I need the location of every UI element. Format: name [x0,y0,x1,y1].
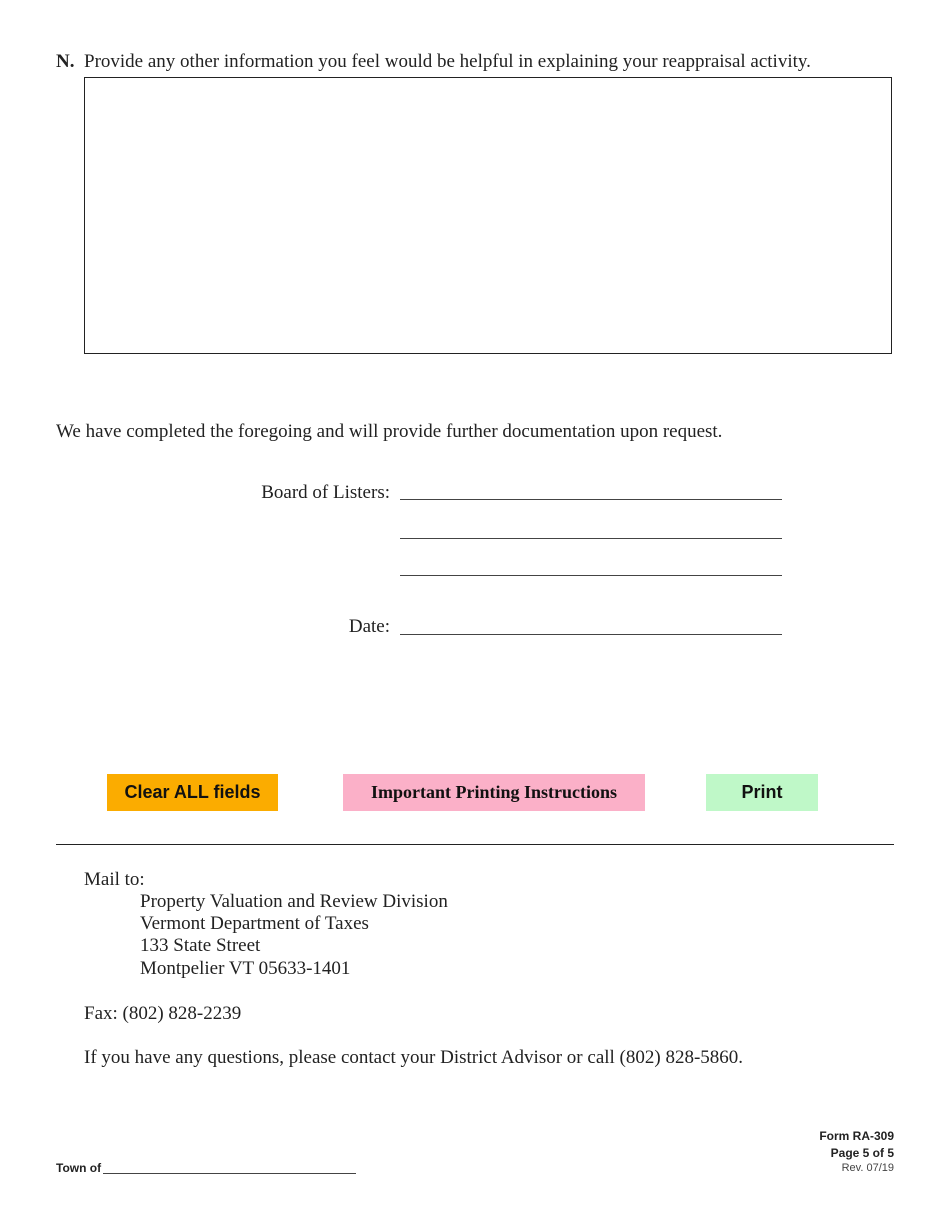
lister-signature-line-3[interactable] [400,575,782,576]
question-text: Provide any other information you feel would be helpful in explaining your reappraisal activity. [84,51,811,72]
town-field[interactable] [103,1173,356,1174]
question-label: N. [56,51,75,72]
other-information-field[interactable] [84,77,892,354]
date-line[interactable] [400,634,782,635]
address-line: 133 State Street [140,935,261,956]
date-label: Date: [348,616,390,637]
address-line: Property Valuation and Review Division [140,891,448,912]
printing-instructions-button[interactable]: Important Printing Instructions [343,774,645,811]
address-line: Montpelier VT 05633-1401 [140,958,351,979]
clear-all-fields-button[interactable]: Clear ALL fields [107,774,278,811]
lister-signature-line-2[interactable] [400,538,782,539]
section-divider [56,844,894,845]
town-label: Town of [56,1161,102,1175]
revision-date: Rev. 07/19 [841,1162,894,1174]
form-id: Form RA-309 [819,1129,894,1143]
mail-to-label: Mail to: [84,869,145,890]
address-line: Vermont Department of Taxes [140,913,369,934]
print-button[interactable]: Print [706,774,818,811]
lister-signature-line-1[interactable] [400,499,782,500]
fax-number: Fax: (802) 828-2239 [84,1003,242,1024]
completion-statement: We have completed the foregoing and will provide further documentation upon request. [56,421,723,442]
board-of-listers-label: Board of Listers: [261,482,390,503]
contact-info: If you have any questions, please contact your District Advisor or call (802) 828-5860. [84,1047,744,1068]
page-number: Page 5 of 5 [830,1146,894,1160]
